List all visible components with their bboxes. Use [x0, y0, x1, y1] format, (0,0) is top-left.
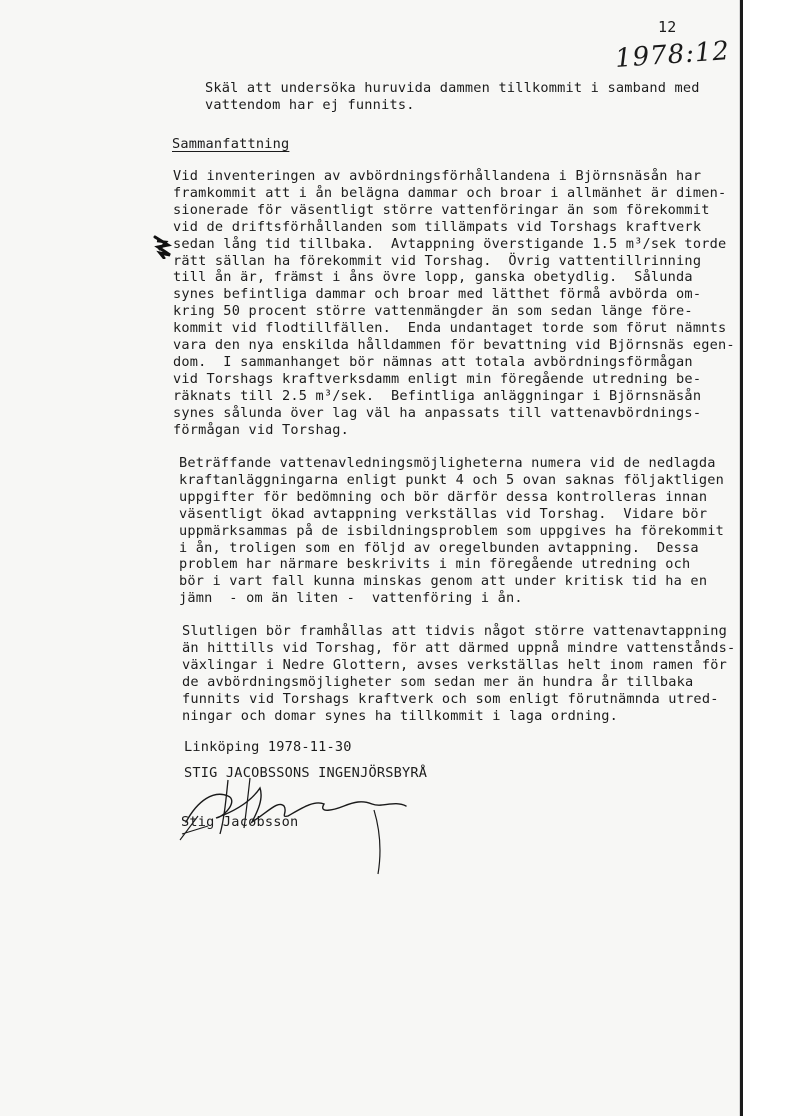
- text-line: funnits vid Torshags kraftverk och som enligt förutnämnda utred-: [182, 690, 719, 707]
- text-line: de avbördningsmöjligheter som sedan mer än hundra år tillbaka: [182, 673, 694, 690]
- summary-paragraph-1: [173, 168, 735, 439]
- intro-paragraph: [205, 80, 700, 114]
- margin-mark-icon: [152, 233, 174, 259]
- text-line: rätt sällan ha förekommit vid Torshag. Övrig vattentillrinning: [173, 252, 702, 269]
- text-line: kraftanläggningarna enligt punkt 4 och 5 ovan saknas följaktligen: [179, 471, 724, 488]
- text-line: förmågan vid Torshag.: [173, 421, 350, 438]
- section-heading: Sammanfattning: [172, 136, 290, 152]
- place-date: Linköping 1978-11-30: [184, 739, 352, 755]
- text-line: ningar och domar synes ha tillkommit i laga ordning.: [182, 707, 618, 724]
- firm-name: STIG JACOBSSONS INGENJÖRSBYRÅ: [184, 765, 428, 781]
- text-line: växlingar i Nedre Glottern, avses verkställas helt inom ramen för: [182, 656, 727, 673]
- text-line: vara den nya enskilda hålldammen för bevattning vid Björnsnäs egen-: [173, 337, 735, 354]
- text-line: bör i vart fall kunna minskas genom att under kritisk tid ha en: [179, 573, 708, 590]
- page-number: 12: [658, 18, 677, 36]
- handwritten-date-note: 1978:12: [614, 36, 731, 74]
- summary-paragraph-3: [182, 623, 735, 724]
- signatory-name: Stig Jacobsson: [181, 814, 299, 830]
- text-line: Beträffande vattenavledningsmöjligheterna numera vid de nedlagda: [179, 455, 716, 471]
- text-line: till ån är, främst i åns övre lopp, ganska obetydlig. Sålunda: [173, 269, 693, 286]
- text-line: jämn - om än liten - vattenföring i ån.: [179, 590, 523, 607]
- text-line: problem har närmare beskrivits i min föregående utredning och: [179, 556, 691, 573]
- text-line: Vid inventeringen av avbördningsförhållandena i Björnsnäsån har: [173, 168, 702, 184]
- text-line: Skäl att undersöka huruvida dammen tillkommit i samband med: [205, 80, 700, 96]
- text-line: dom. I sammanhanget bör nämnas att totala avbördningsförmågan: [173, 353, 693, 370]
- text-line: väsentligt ökad avtappning verkställas vid Torshag. Vidare bör: [179, 505, 708, 522]
- text-line: kommit vid flodtillfällen. Enda undantaget torde som förut nämnts: [173, 320, 727, 337]
- text-line: sedan lång tid tillbaka. Avtappning överstigande 1.5 m³/sek torde: [173, 235, 727, 252]
- text-line: vid Torshags kraftverksdamm enligt min föregående utredning be-: [173, 370, 702, 387]
- text-line: framkommit att i ån belägna dammar och broar i allmänhet är dimen-: [173, 184, 727, 201]
- text-line: sionerade för väsentligt större vattenföringar än som förekommit: [173, 201, 710, 218]
- summary-paragraph-2: [179, 455, 724, 607]
- text-line: uppmärksammas på de isbildningsproblem som uppgives ha förekommit: [179, 522, 724, 539]
- text-line: synes befintliga dammar och broar med lätthet förmå avbörda om-: [173, 286, 702, 303]
- text-line: kring 50 procent större vattenmängder än som sedan länge före-: [173, 303, 693, 320]
- text-line: än hittills vid Torshag, för att därmed uppnå mindre vattenstånds-: [182, 639, 736, 656]
- text-line: uppgifter för bedömning och bör därför dessa kontrolleras innan: [179, 488, 708, 505]
- scan-edge: [740, 0, 796, 1116]
- text-line: Slutligen bör framhållas att tidvis något större vattenavtappning: [182, 623, 727, 639]
- text-line: räknats till 2.5 m³/sek. Befintliga anläggningar i Björnsnäsån: [173, 387, 702, 404]
- text-line: i ån, troligen som en följd av oregelbunden avtappning. Dessa: [179, 539, 699, 556]
- text-line: vattendom har ej funnits.: [205, 96, 415, 113]
- text-line: vid de driftsförhållanden som tillämpats vid Torshags kraftverk: [173, 218, 702, 235]
- text-line: synes sålunda över lag väl ha anpassats till vattenavbördnings-: [173, 404, 702, 421]
